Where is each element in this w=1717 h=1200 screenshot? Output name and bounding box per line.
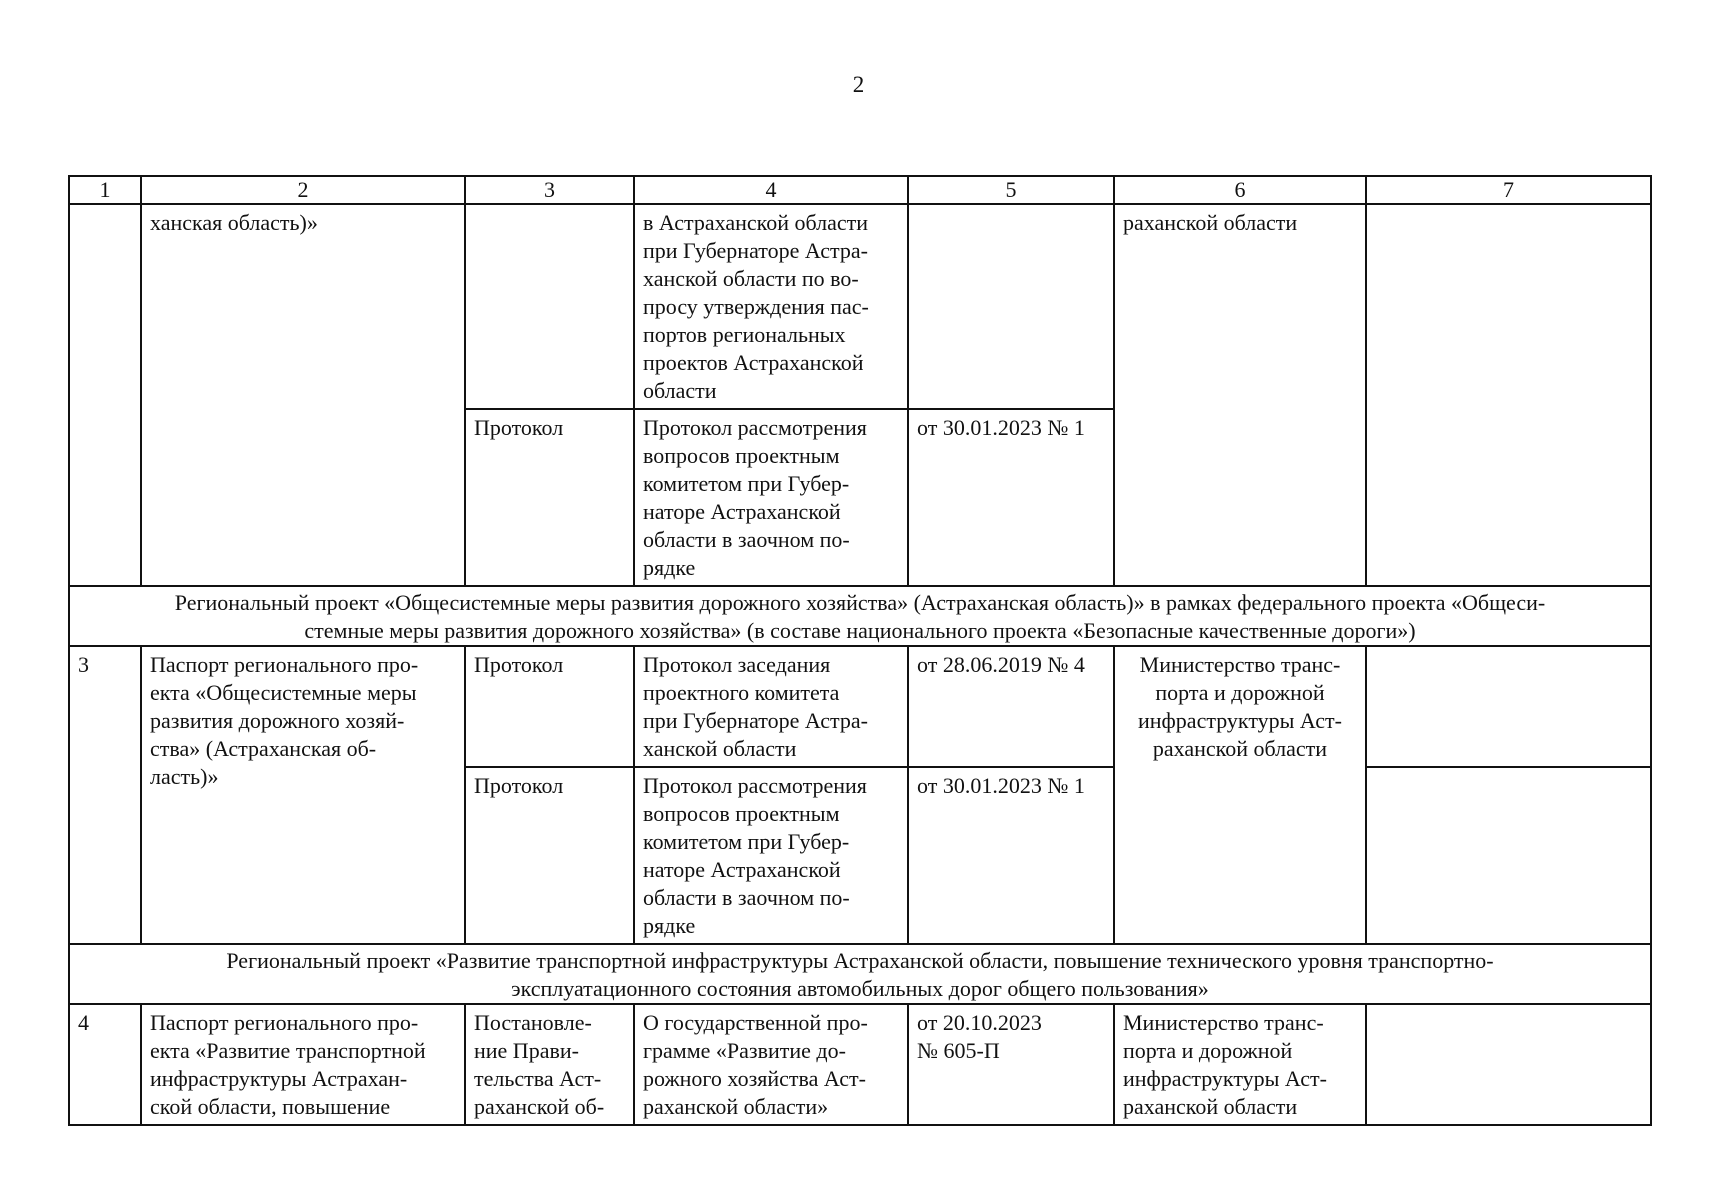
column-header: 7 [1366, 176, 1651, 204]
column-header: 3 [465, 176, 634, 204]
section-title: Региональный проект «Общесистемные меры развития дорожного хозяйства» (Астраханская область)» в рамках федерального проекта «Общеси- стемные меры развития дорожного хозяйства» (в составе национального проекта «Безопасные качественные дороги») [69, 586, 1651, 646]
document-date-cell [908, 204, 1114, 409]
column-header: 6 [1114, 176, 1366, 204]
note-cell [1366, 646, 1651, 767]
column-header: 5 [908, 176, 1114, 204]
column-header: 1 [69, 176, 141, 204]
section-header-row [69, 944, 1651, 1004]
document-type-cell: Протокол [465, 767, 634, 944]
row-number-cell: 3 [69, 646, 141, 944]
document-date-cell: от 20.10.2023 № 605-П [908, 1004, 1114, 1125]
table-row [69, 1004, 1651, 1125]
project-name-cell: ханская область)» [141, 204, 465, 586]
section-header-row [69, 586, 1651, 646]
document-date-cell: от 30.01.2023 № 1 [908, 767, 1114, 944]
page-number: 2 [852, 72, 865, 97]
project-name-cell: Паспорт регионального про- екта «Развитие транспортной инфраструктуры Астрахан- ской области, повышение [141, 1004, 465, 1125]
project-name-cell: Паспорт регионального про- екта «Общесистемные меры развития дорожного хозяй- ства» (Астраханская об- ласть)» [141, 646, 465, 944]
document-title-cell: в Астраханской области при Губернаторе Астра- ханской области по во- просу утверждения пас- портов региональных проектов Астраханской области [634, 204, 908, 409]
document-title-cell: Протокол заседания проектного комитета при Губернаторе Астра- ханской области [634, 646, 908, 767]
ministry-cell: Министерство транс- порта и дорожной инфраструктуры Аст- раханской области [1114, 1004, 1366, 1125]
column-header: 2 [141, 176, 465, 204]
document-title-cell: О государственной про- грамме «Развитие до- рожного хозяйства Аст- раханской области» [634, 1004, 908, 1125]
ministry-cell: раханской области [1114, 204, 1366, 586]
document-type-cell: Протокол [465, 409, 634, 586]
document-title-cell: Протокол рассмотрения вопросов проектным комитетом при Губер- наторе Астраханской области в заочном по- рядке [634, 409, 908, 586]
table-row [69, 646, 1651, 767]
row-number-cell: 4 [69, 1004, 141, 1125]
note-cell [1366, 767, 1651, 944]
document-type-cell [465, 204, 634, 409]
ministry-cell: Министерство транс- порта и дорожной инфраструктуры Аст- раханской области [1114, 646, 1366, 944]
document-title-cell: Протокол рассмотрения вопросов проектным комитетом при Губер- наторе Астраханской области в заочном по- рядке [634, 767, 908, 944]
document-type-cell: Протокол [465, 646, 634, 767]
note-cell [1366, 204, 1651, 586]
note-cell [1366, 1004, 1651, 1125]
section-title: Региональный проект «Развитие транспортной инфраструктуры Астраханской области, повышение технического уровня транспортно- эксплуатационного состояния автомобильных дорог общего пользования» [69, 944, 1651, 1004]
registry-table [68, 175, 1652, 1126]
document-date-cell: от 28.06.2019 № 4 [908, 646, 1114, 767]
document-type-cell: Постановле- ние Прави- тельства Аст- раханской об- [465, 1004, 634, 1125]
table-row [69, 204, 1651, 409]
table-header-row [69, 176, 1651, 204]
document-date-cell: от 30.01.2023 № 1 [908, 409, 1114, 586]
row-number-cell [69, 204, 141, 586]
column-header: 4 [634, 176, 908, 204]
